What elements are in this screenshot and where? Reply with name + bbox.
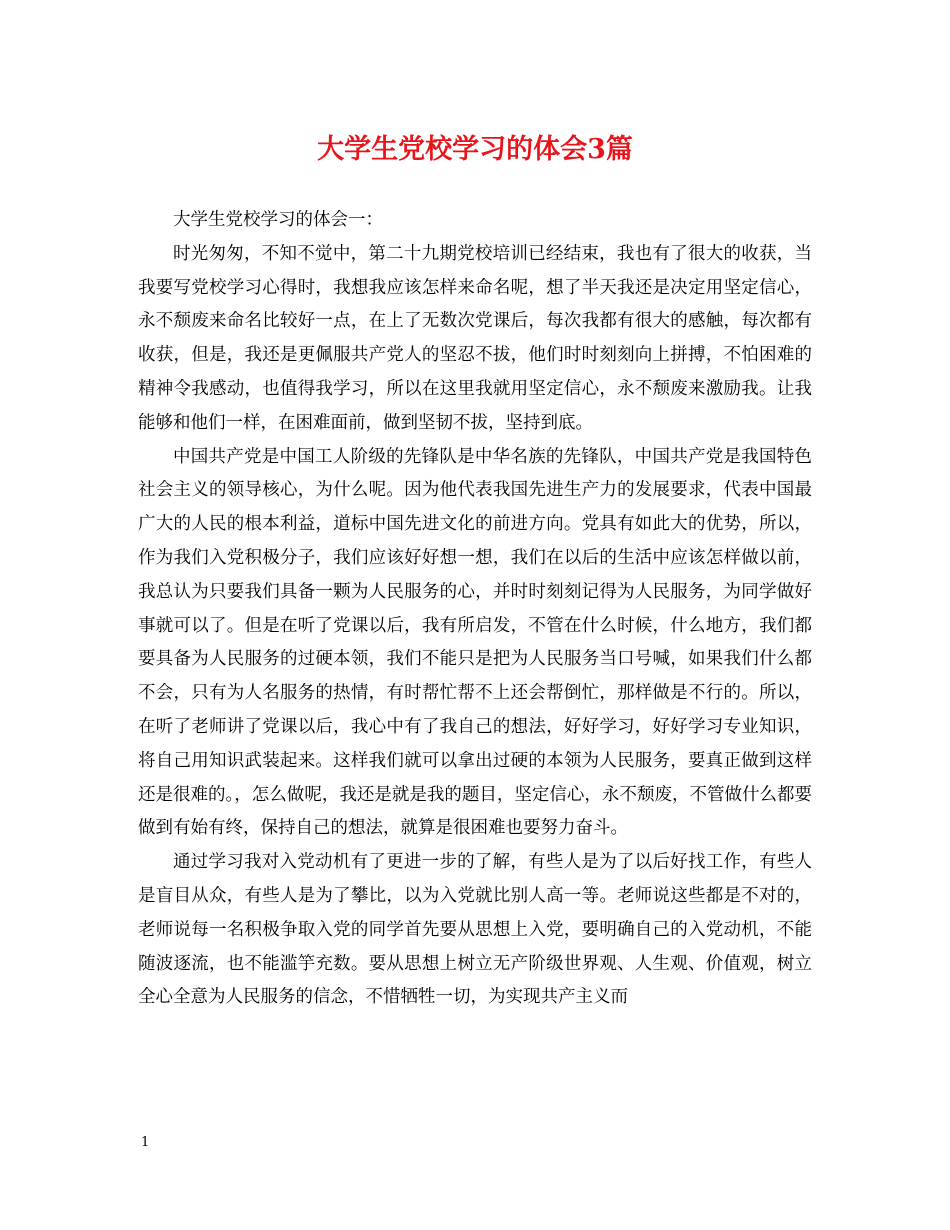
document-title: 大学生党校学习的体会3篇: [317, 134, 633, 165]
paragraph: 中国共产党是中国工人阶级的先锋队是中华名族的先锋队，中国共产党是我国特色社会主义的领导核心，为什么呢。因为他代表我国先进生产力的发展要求，代表中国最广大的人民的根本利益，道标中国先进文化的前进方向。党具有如此大的优势，所以，作为我们入党积极分子，我们应该好好想一想，我们在以后的生活中应该怎样做以前，我总认为只要我们具备一颗为人民服务的心，并时时刻刻记得为人民服务，为同学做好事就可以了。但是在听了党课以后，我有所启发，不管在什么时候，什么地方，我们都要具备为人民服务的过硬本领，我们不能只是把为人民服务当口号喊，如果我们什么都不会，只有为人名服务的热情，有时帮忙帮不上还会帮倒忙，那样做是不行的。所以，在听了老师讲了党课以后，我心中有了我自己的想法，好好学习，好好学习专业知识，将自己用知识武装起来。这样我们就可以拿出过硬的本领为人民服务，要真正做到这样还是很难的。，怎么做呢，我还是就是我的题目，坚定信心，永不颓废，不管做什么都要做到有始有终，保持自己的想法，就算是很困难也要努力奋斗。: [138, 446, 812, 839]
paragraph-heading: 大学生党校学习的体会一：: [173, 210, 383, 230]
page-number: 1: [141, 1135, 150, 1150]
document-body: [138, 204, 812, 1015]
paragraph: 时光匆匆，不知不觉中，第二十九期党校培训已经结束，我也有了很大的收获，当我要写党校学习心得时，我想我应该怎样来命名呢，想了半天我还是决定用坚定信心，永不颓废来命名比较好一点，在上了无数次党课后，每次我都有很大的感触，每次都有收获，但是，我还是更佩服共产党人的坚忍不拔，他们时时刻刻向上拼搏，不怕困难的精神令我感动，也值得我学习，所以在这里我就用坚定信心，永不颓废来激励我。让我能够和他们一样，在困难面前，做到坚韧不拔，坚持到底。: [138, 243, 812, 433]
paragraph: 通过学习我对入党动机有了更进一步的了解，有些人是为了以后好找工作，有些人是盲目从众，有些人是为了攀比，以为入党就比别人高一等。老师说这些都是不对的，老师说每一名积极争取入党的同学首先要从思想上入党，要明确自己的入党动机，不能随波逐流，也不能滥竽充数。要从思想上树立无产阶级世界观、人生观、价值观，树立全心全意为人民服务的信念，不惜牺牲一切，为实现共产主义而: [138, 852, 812, 1008]
